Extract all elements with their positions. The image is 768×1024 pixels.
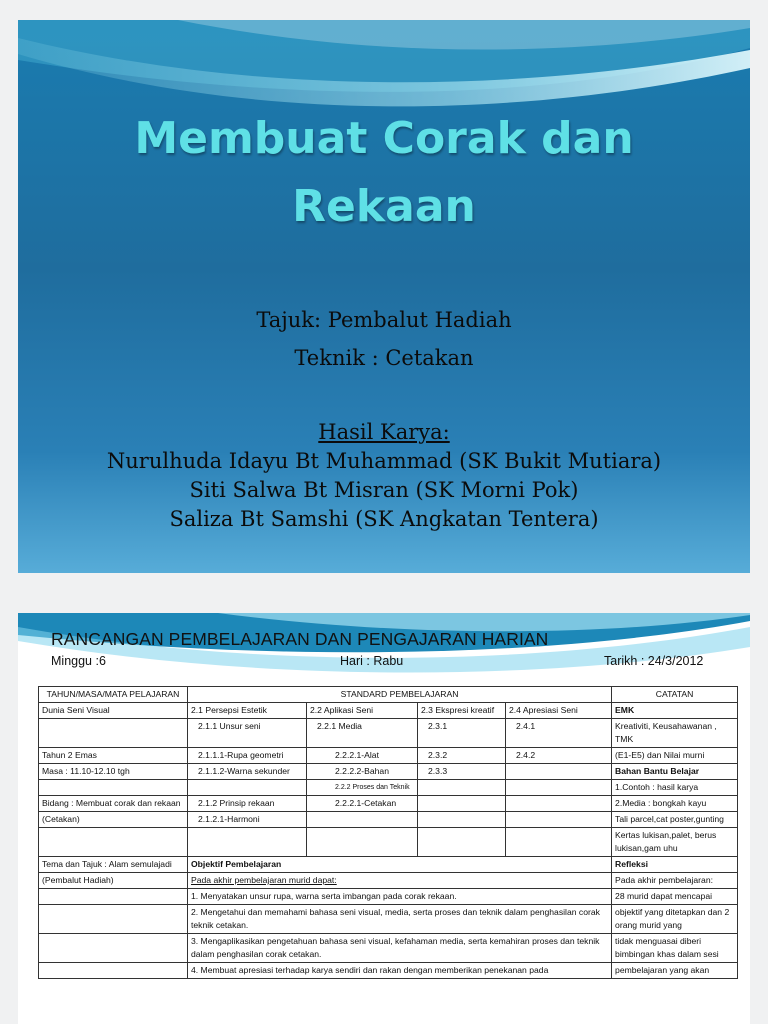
week-label: Minggu :6 — [51, 654, 106, 668]
table-cell — [39, 905, 188, 934]
artwork-by-label: Hasil Karya: — [318, 420, 450, 444]
table-cell: 2.3.3 — [418, 764, 506, 780]
table-cell: 2.4 Apresiasi Seni — [506, 703, 612, 719]
table-cell: 2.2 Aplikasi Seni — [307, 703, 418, 719]
table-cell: Tahun 2 Emas — [39, 748, 188, 764]
lesson-plan-title: RANCANGAN PEMBELAJARAN DAN PENGAJARAN HARIAN — [51, 629, 549, 649]
table-cell: objektif yang ditetapkan dan 2 orang murid yang — [612, 905, 738, 934]
table-cell: EMK — [612, 703, 738, 719]
table-cell: 2.1.2 Prinsip rekaan — [188, 796, 307, 812]
table-cell: Bidang : Membuat corak dan rekaan — [39, 796, 188, 812]
table-cell: 2.3.1 — [418, 719, 506, 748]
title-slide — [18, 20, 750, 573]
table-row — [39, 812, 738, 828]
table-cell: tidak menguasai diberi bimbingan khas dalam sesi — [612, 934, 738, 963]
header-cell: STANDARD PEMBELAJARAN — [188, 687, 612, 703]
table-cell — [188, 780, 307, 796]
table-row — [39, 780, 738, 796]
table-cell: 2.4.1 — [506, 719, 612, 748]
table-cell: Tali parcel,cat poster,gunting — [612, 812, 738, 828]
table-row — [39, 857, 738, 873]
table-row — [39, 703, 738, 719]
table-cell: Tema dan Tajuk : Alam semulajadi — [39, 857, 188, 873]
member-1: Nurulhuda Idayu Bt Muhammad (SK Bukit Mutiara) — [106, 449, 662, 473]
objectives-heading: Objektif Pembelajaran — [188, 857, 612, 873]
table-cell: 1.Contoh : hasil karya — [612, 780, 738, 796]
table-row — [39, 934, 738, 963]
table-cell: pembelajaran yang akan — [612, 963, 738, 979]
table-cell: Kreativiti, Keusahawanan , TMK — [612, 719, 738, 748]
table-row — [39, 828, 738, 857]
table-cell: 28 murid dapat mencapai — [612, 889, 738, 905]
table-cell — [506, 780, 612, 796]
table-cell — [39, 889, 188, 905]
table-cell: (E1-E5) dan Nilai murni — [612, 748, 738, 764]
table-cell — [307, 812, 418, 828]
table-cell — [418, 812, 506, 828]
table-cell: (Cetakan) — [39, 812, 188, 828]
table-cell: 2.1.1.1-Rupa geometri — [188, 748, 307, 764]
table-cell: Pada akhir pembelajaran: — [612, 873, 738, 889]
lesson-plan-table — [38, 686, 738, 979]
table-cell — [506, 764, 612, 780]
table-row — [39, 963, 738, 979]
table-cell — [39, 719, 188, 748]
date-label: Tarikh : 24/3/2012 — [604, 654, 704, 668]
reflection-heading: Refleksi — [612, 857, 738, 873]
table-cell — [506, 812, 612, 828]
table-cell: 2.1.2.1-Harmoni — [188, 812, 307, 828]
table-row — [39, 764, 738, 780]
table-cell — [39, 963, 188, 979]
table-cell — [39, 934, 188, 963]
table-cell — [418, 796, 506, 812]
table-row — [39, 889, 738, 905]
slide-title-line-2: Rekaan — [292, 181, 476, 232]
table-cell: 1. Menyatakan unsur rupa, warna serta imbangan pada corak rekaan. — [188, 889, 612, 905]
table-cell: Dunia Seni Visual — [39, 703, 188, 719]
slide-title-line-1: Membuat Corak dan — [134, 113, 634, 164]
table-cell: Masa : 11.10-12.10 tgh — [39, 764, 188, 780]
table-cell: 2.1.1 Unsur seni — [188, 719, 307, 748]
table-row — [39, 873, 738, 889]
lesson-plan-slide — [18, 613, 750, 1024]
table-cell — [418, 828, 506, 857]
table-cell: (Pembalut Hadiah) — [39, 873, 188, 889]
table-cell: Bahan Bantu Belajar — [612, 764, 738, 780]
member-3: Saliza Bt Samshi (SK Angkatan Tentera) — [169, 507, 599, 531]
table-cell: 4. Membuat apresiasi terhadap karya sendiri dan rakan dengan memberikan penekanan pada — [188, 963, 612, 979]
table-cell: 2.1.1.2-Warna sekunder — [188, 764, 307, 780]
member-2: Siti Salwa Bt Misran (SK Morni Pok) — [189, 478, 579, 502]
topic-line: Tajuk: Pembalut Hadiah — [256, 308, 512, 332]
header-cell: TAHUN/MASA/MATA PELAJARAN — [39, 687, 188, 703]
table-cell — [506, 796, 612, 812]
table-cell: 2.2.2.1-Cetakan — [307, 796, 418, 812]
table-cell: 2.2.2 Proses dan Teknik — [307, 780, 418, 796]
table-cell — [39, 828, 188, 857]
table-cell: Kertas lukisan,palet, berus lukisan,gam uhu — [612, 828, 738, 857]
table-row — [39, 796, 738, 812]
table-cell: 2.3.2 — [418, 748, 506, 764]
technique-line: Teknik : Cetakan — [294, 346, 474, 370]
day-label: Hari : Rabu — [340, 654, 404, 668]
table-cell — [188, 828, 307, 857]
table-row — [39, 905, 738, 934]
table-cell — [506, 828, 612, 857]
table-cell: 2.2.2.2-Bahan — [307, 764, 418, 780]
table-cell — [307, 828, 418, 857]
table-cell — [418, 780, 506, 796]
table-cell: 2. Mengetahui dan memahami bahasa seni visual, media, serta proses dan teknik dalam penghasilan corak teknik cetakan. — [188, 905, 612, 934]
table-cell: 3. Mengaplikasikan pengetahuan bahasa seni visual, kefahaman media, serta kemahiran proses dan teknik dalam penghasilan corak cetakan. — [188, 934, 612, 963]
table-cell: Pada akhir pembelajaran murid dapat: — [188, 873, 612, 889]
table-cell: 2.2.1 Media — [307, 719, 418, 748]
table-cell: 2.4.2 — [506, 748, 612, 764]
table-cell: 2.Media : bongkah kayu — [612, 796, 738, 812]
table-cell: 2.1 Persepsi Estetik — [188, 703, 307, 719]
table-cell — [39, 780, 188, 796]
table-row — [39, 719, 738, 748]
header-cell: CATATAN — [612, 687, 738, 703]
table-row — [39, 687, 738, 703]
table-cell: 2.2.2.1-Alat — [307, 748, 418, 764]
table-cell: 2.3 Ekspresi kreatif — [418, 703, 506, 719]
table-row — [39, 748, 738, 764]
